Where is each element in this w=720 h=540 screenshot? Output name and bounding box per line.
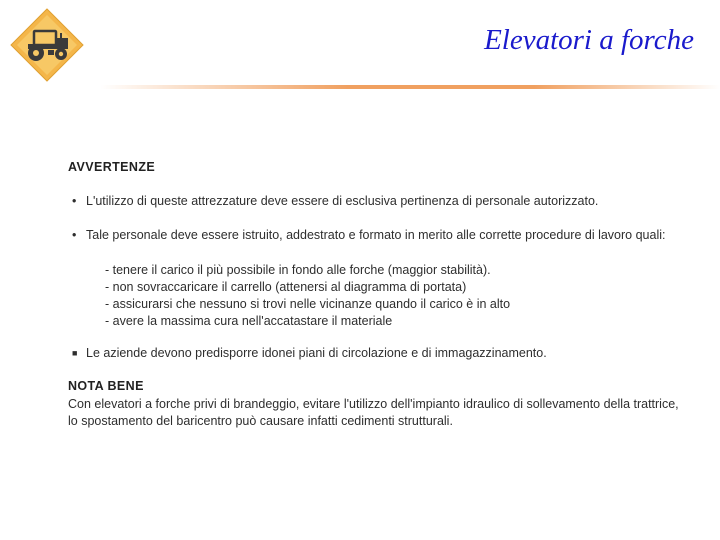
sub-item: - avere la massima cura nell'accatastare il materiale xyxy=(105,314,393,328)
bullet-text: Le aziende devono predisporre idonei piani di circolazione e di immagazzinamento. xyxy=(86,346,547,360)
header-divider xyxy=(100,85,720,89)
bullet-text: L'utilizzo di queste attrezzature deve essere di esclusiva pertinenza di personale autorizzato. xyxy=(86,194,599,208)
bullet-text: Tale personale deve essere istruito, addestrato e formato in merito alle corrette procedure di lavoro quali: xyxy=(86,228,666,242)
list-item xyxy=(72,194,598,208)
sub-item: - assicurarsi che nessuno si trovi nelle vicinanze quando il carico è in alto xyxy=(105,297,511,311)
bullet-dot: • xyxy=(72,228,77,242)
page-title: Elevatori a forche xyxy=(484,24,694,56)
nota-line: lo spostamento del baricentro può causare infatti cedimenti strutturali. xyxy=(68,414,453,428)
tractor-diamond-icon xyxy=(8,6,86,84)
bullet-square: ■ xyxy=(72,348,78,358)
bullet-dot: • xyxy=(72,194,77,208)
list-item xyxy=(72,228,665,242)
sub-item: - tenere il carico il più possibile in fondo alle forche (maggior stabilità). xyxy=(105,263,491,277)
nota-heading: NOTA BENE xyxy=(68,379,144,393)
list-item xyxy=(72,346,547,360)
warnings-heading: AVVERTENZE xyxy=(68,160,156,174)
sub-item: - non sovraccaricare il carrello (attenersi al diagramma di portata) xyxy=(105,280,467,294)
nota-line: Con elevatori a forche privi di brandeggio, evitare l'utilizzo dell'impianto idraulico di sollevamento della trattrice, xyxy=(68,397,679,411)
